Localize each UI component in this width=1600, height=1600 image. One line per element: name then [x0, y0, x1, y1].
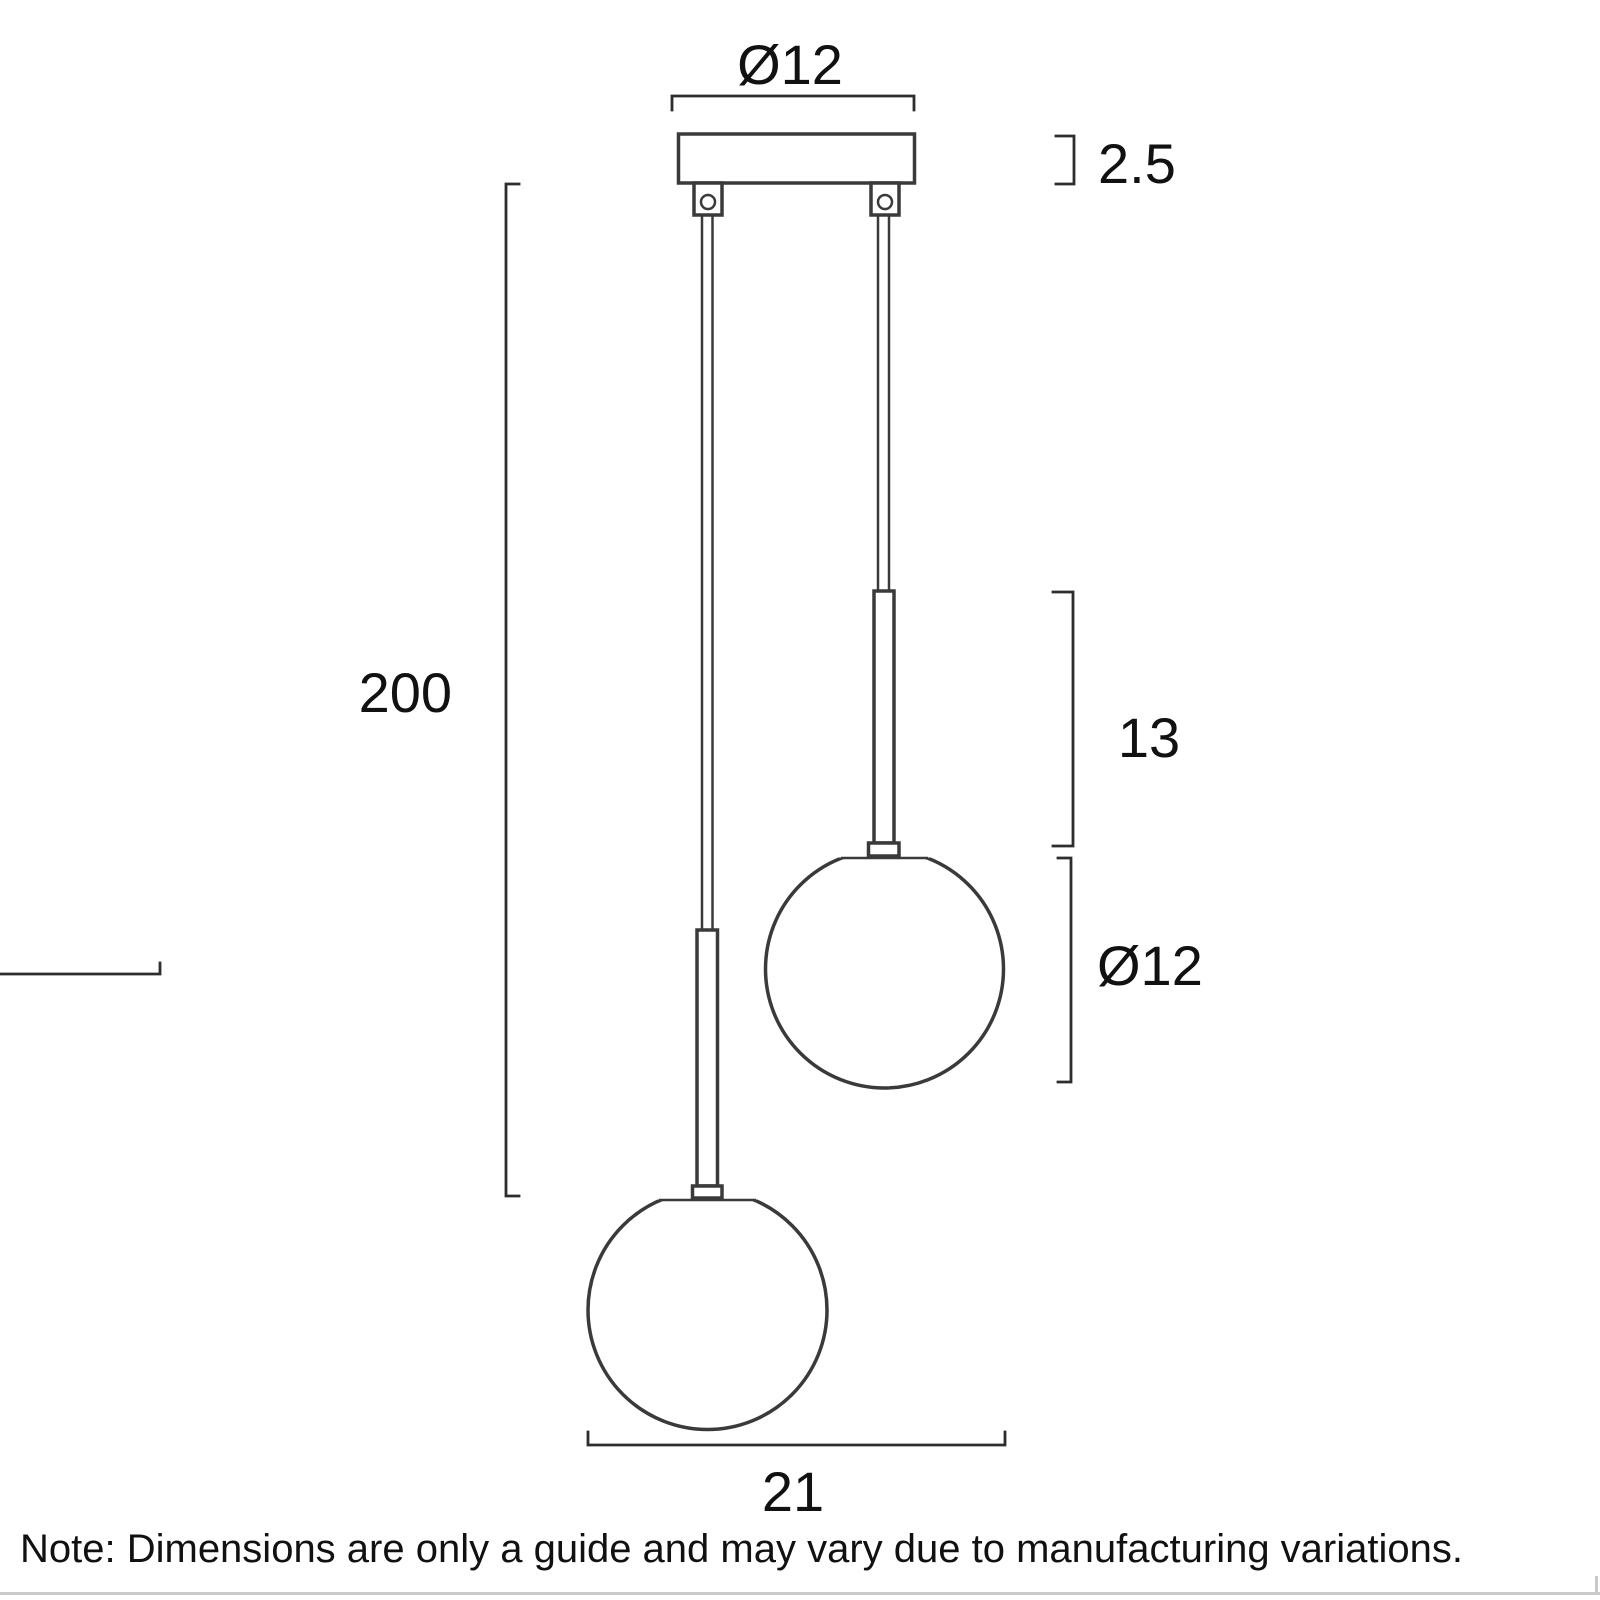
lamp-rod-long — [697, 930, 718, 1186]
dim-rod-length-label: 13 — [1117, 706, 1181, 769]
left-edge-reference-line — [0, 963, 160, 974]
dim-globe-diameter-label: Ø12 — [1097, 934, 1203, 997]
dim-canopy-diameter-label: Ø12 — [737, 33, 843, 96]
dim-canopy-height-line — [1056, 136, 1074, 184]
dim-overall-drop-label: 200 — [358, 661, 452, 724]
ceiling-canopy-plate — [679, 134, 915, 183]
lamp-rod-short — [874, 591, 894, 843]
dim-overall-width-line — [588, 1432, 1005, 1445]
globe-left-cap — [693, 1186, 723, 1198]
dim-overall-drop-line — [506, 184, 519, 1196]
dim-canopy-diameter-line — [672, 96, 914, 110]
dim-canopy-height-label: 2.5 — [1098, 132, 1176, 195]
dim-rod-length-line — [1053, 592, 1073, 846]
globe-right-cap — [869, 843, 900, 856]
glass-globe-left — [588, 1191, 827, 1430]
dim-overall-width-label: 21 — [761, 1460, 825, 1523]
dimension-note: Note: Dimensions are only a guide and may vary due to manufacturing variations. — [20, 1527, 1463, 1571]
dim-globe-diameter-line — [1058, 858, 1071, 1082]
glass-globe-right — [766, 850, 1004, 1088]
